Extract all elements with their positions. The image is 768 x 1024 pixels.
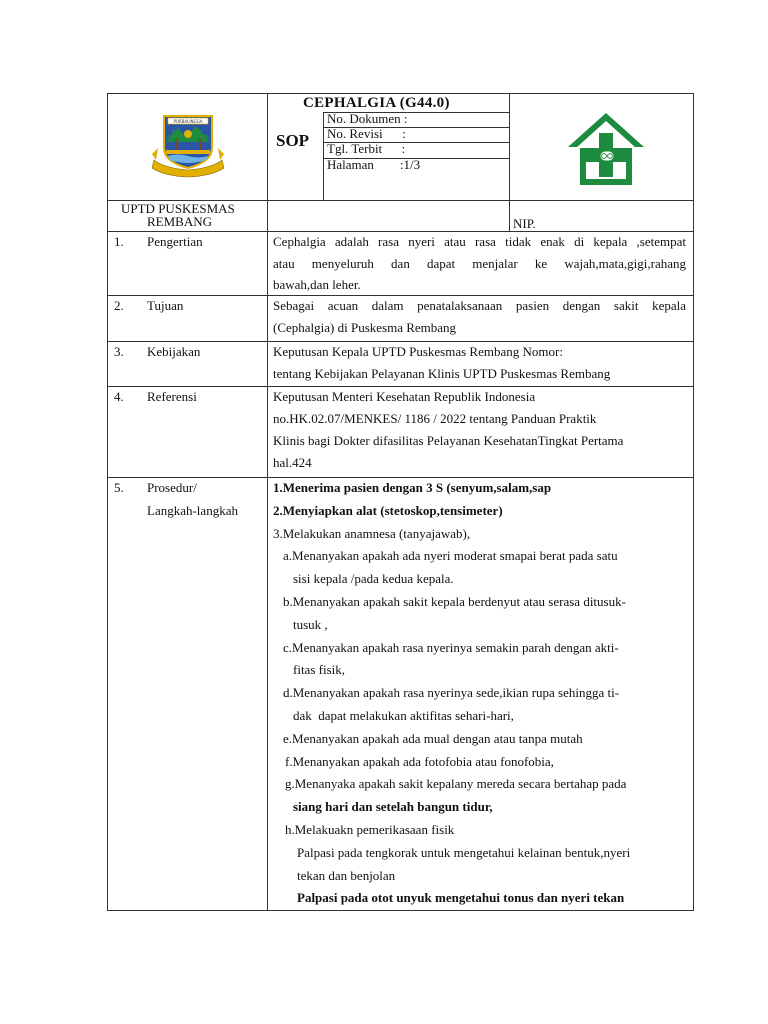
org-name-line-2: REMBANG bbox=[147, 214, 213, 229]
section-text-line: tekan dan benjolan bbox=[297, 867, 396, 883]
section-text-line: Keputusan Kepala UPTD Puskesmas Rembang Nomor: bbox=[273, 344, 563, 359]
section-number: 5. bbox=[114, 480, 124, 495]
section-text-line: fitas fisik, bbox=[293, 662, 345, 678]
section-text-line: 3.Melakukan anamnesa (tanyajawab), bbox=[273, 525, 471, 541]
logo-banner-text: PURBALINGGA bbox=[173, 119, 203, 124]
section-text-line: b.Menanyakan apakah sakit kepala berdenyut atau serasa ditusuk- bbox=[283, 594, 626, 609]
section-text-line: (Cephalgia) di Puskesma Rembang bbox=[273, 320, 457, 335]
sop-label: SOP bbox=[276, 131, 310, 150]
section-text-line: a.Menanyakan apakah ada nyeri moderat smapai berat pada satu bbox=[283, 548, 618, 564]
section-text-line: 2.Menyiapkan alat (stetoskop,tensimeter) bbox=[273, 502, 503, 518]
section-text-line: f.Menanyakan apakah ada fotofobia atau fonofobia, bbox=[285, 753, 554, 769]
section-text-line: Palpasi pada otot unyuk mengetahui tonus dan nyeri tekan bbox=[297, 890, 625, 906]
section-text-line: 1.Menerima pasien dengan 3 S (senyum,salam,sap bbox=[273, 480, 552, 495]
section-label: Tujuan bbox=[147, 298, 184, 313]
section-number: 2. bbox=[114, 298, 124, 313]
section-text-line: sisi kepala /pada kedua kepala. bbox=[293, 571, 454, 587]
puskesmas-logo bbox=[566, 111, 646, 192]
section-text-line: Keputusan Menteri Kesehatan Republik Indonesia bbox=[273, 389, 536, 404]
section-text-line: dak dapat melakukan aktifitas sehari-hari, bbox=[293, 708, 514, 723]
section-number: 1. bbox=[114, 234, 124, 249]
section-text-line: atau menyeluruh dan dapat menjalar ke wajah,mata,gigi,rahang bbox=[273, 255, 686, 271]
section-text-line: siang hari dan setelah bangun tidur, bbox=[293, 799, 493, 815]
section-label: Prosedur/ bbox=[147, 480, 197, 495]
section-text-line: bawah,dan leher. bbox=[273, 277, 361, 292]
section-text-line: no.HK.02.07/MENKES/ 1186 / 2022 tentang Panduan Praktik bbox=[273, 411, 597, 426]
section-text-line: tentang Kebijakan Pelayanan Klinis UPTD Puskesmas Rembang bbox=[273, 366, 611, 381]
section-label: Kebijakan bbox=[147, 344, 201, 359]
field-tgl-terbit: Tgl. Terbit : bbox=[327, 141, 406, 156]
field-halaman: Halaman :1/3 bbox=[327, 157, 421, 172]
section-label: Pengertian bbox=[147, 234, 203, 249]
section-text-line: e.Menanyakan apakah ada mual dengan atau tanpa mutah bbox=[283, 730, 583, 746]
section-text-line: Palpasi pada tengkorak untuk mengetahui kelainan bentuk,nyeri bbox=[297, 844, 631, 860]
section-text-line: Cephalgia adalah rasa nyeri atau rasa tidak enak di kepala ,setempat bbox=[273, 234, 686, 249]
regional-logo bbox=[150, 110, 226, 183]
section-text-line: tusuk , bbox=[293, 616, 328, 632]
section-label: Referensi bbox=[147, 389, 197, 404]
field-no-revisi: No. Revisi : bbox=[327, 126, 406, 141]
section-text-line: d.Menanyakan apakah rasa nyerinya sede,ikian rupa sehingga ti- bbox=[283, 685, 620, 701]
section-text-line: Sebagai acuan dalam penatalaksanaan pasien dengan sakit kepala bbox=[273, 298, 686, 313]
section-label: Langkah-langkah bbox=[147, 502, 238, 518]
section-text-line: h.Melakuakn pemerikasaan fisik bbox=[285, 822, 455, 837]
org-name-line-1: UPTD PUSKESMAS bbox=[121, 201, 235, 216]
section-number: 4. bbox=[114, 389, 124, 404]
section-number: 3. bbox=[114, 344, 124, 359]
section-text-line: c.Menanyakan apakah rasa nyerinya semakin parah dengan akti- bbox=[283, 639, 619, 655]
section-text-line: hal.424 bbox=[273, 455, 312, 470]
section-text-line: Klinis bagi Dokter difasilitas Pelayanan KesehatanTingkat Pertama bbox=[273, 433, 624, 448]
document-title: CEPHALGIA (G44.0) bbox=[303, 95, 450, 111]
field-no-dokumen: No. Dokumen : bbox=[327, 111, 408, 126]
section-text-line: g.Menanyaka apakah sakit kepalany mereda secara bertahap pada bbox=[285, 776, 627, 792]
nip-label: NIP. bbox=[513, 216, 536, 231]
